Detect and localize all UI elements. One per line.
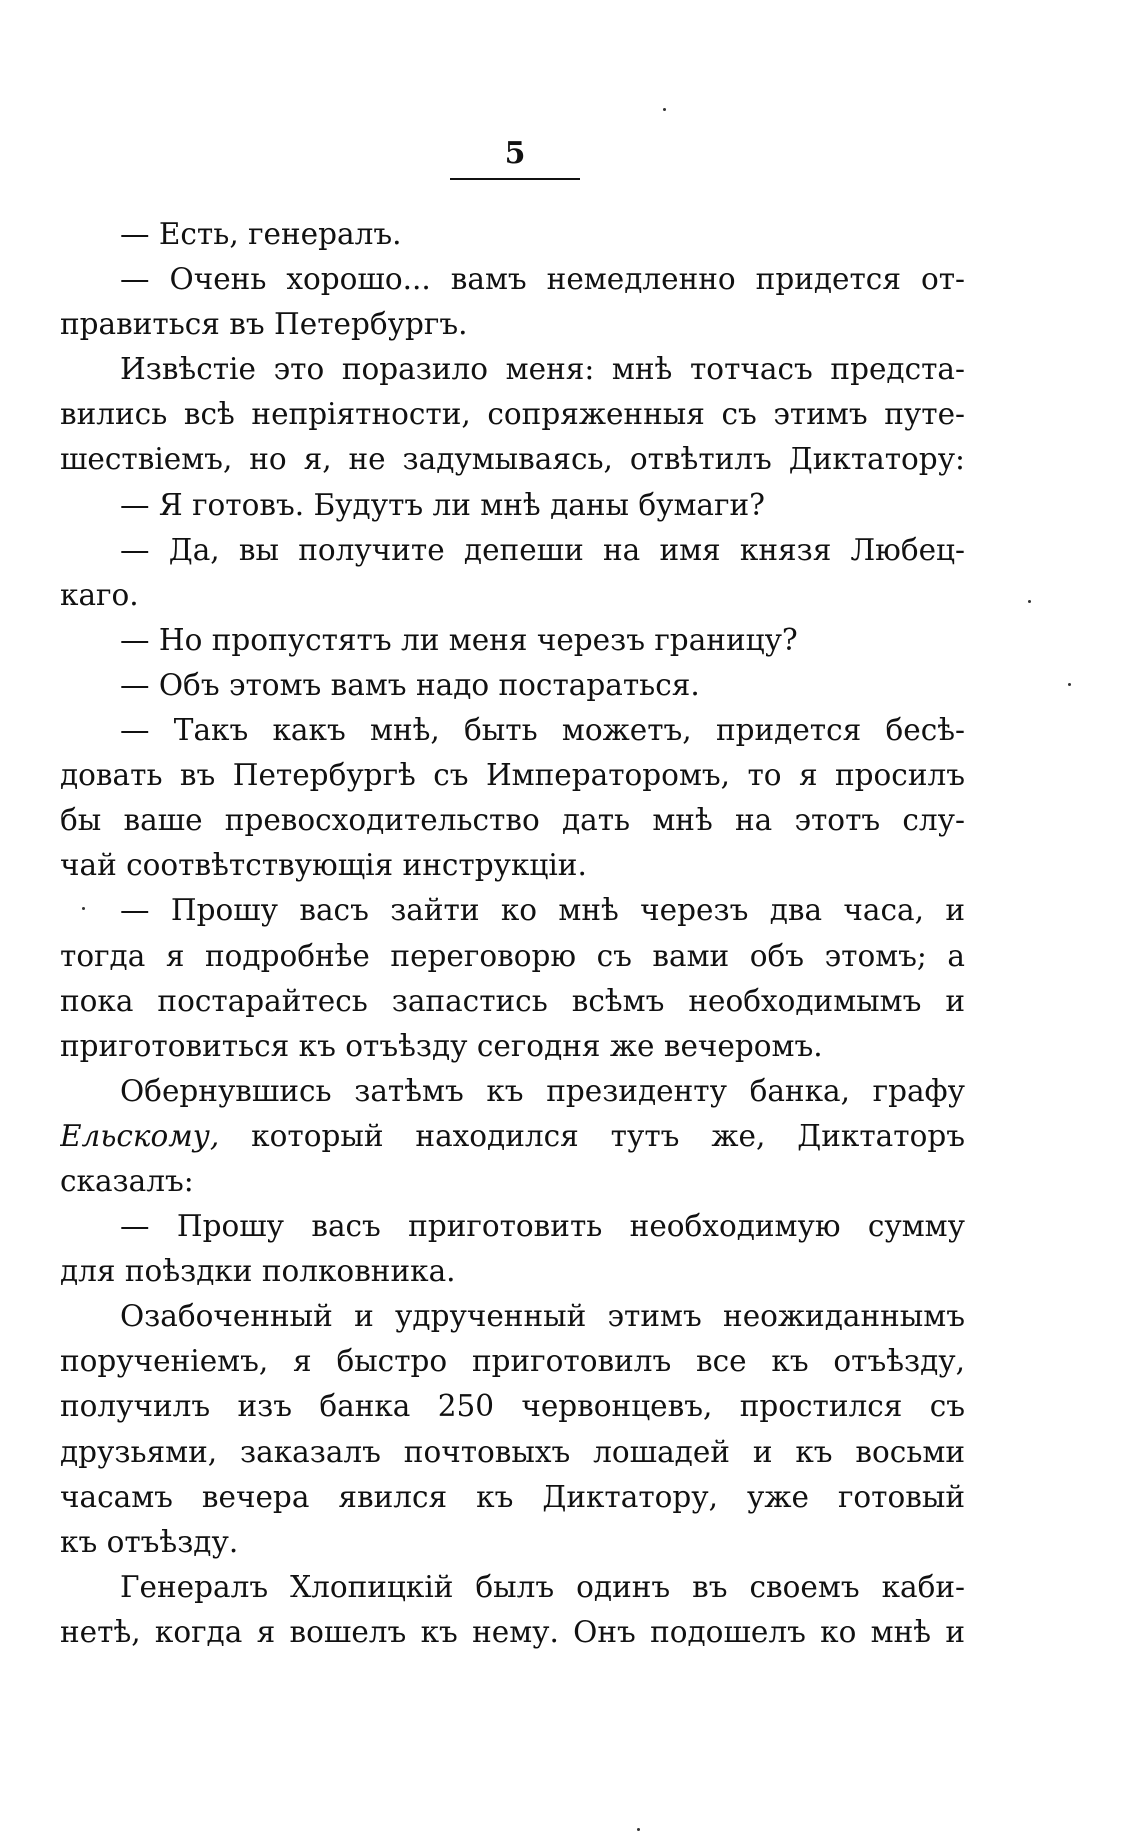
text-line — [60, 888, 965, 933]
line-text: — Такъ какъ мнѣ, быть можетъ, придется бесѣ- — [120, 713, 965, 748]
text-line — [60, 798, 965, 843]
text-line — [60, 528, 965, 573]
line-text: шествіемъ, но я, не задумываясь, отвѣтилъ Диктатору: — [60, 442, 965, 477]
text-line — [60, 257, 965, 302]
text-line — [60, 1565, 965, 1610]
text-line — [60, 483, 965, 528]
line-text: нетѣ, когда я вошелъ къ нему. Онъ подошелъ ко мнѣ и — [60, 1614, 965, 1649]
line-text: Извѣстіе это поразило меня: мнѣ тотчасъ предста- — [120, 352, 965, 387]
scan-speck — [1068, 683, 1071, 686]
line-text: Генералъ Хлопицкій былъ одинъ въ своемъ каби- — [120, 1569, 965, 1604]
page-number: 5 — [504, 136, 526, 171]
line-text: Озабоченный и удрученный этимъ неожиданнымъ — [120, 1299, 965, 1334]
line-text: къ отъѣзду. — [60, 1524, 239, 1559]
text-line — [60, 347, 965, 392]
line-text: часамъ вечера явился къ Диктатору, уже готовый — [60, 1479, 965, 1514]
text-line — [60, 1249, 965, 1294]
line-text: — Прошу васъ приготовить необходимую сумму — [120, 1209, 965, 1244]
text-line — [60, 1475, 965, 1520]
scan-speck — [1028, 600, 1031, 603]
text-line — [60, 1339, 965, 1384]
text-line — [60, 1384, 965, 1429]
text-line — [60, 663, 965, 708]
italic-name: Ельскому, — [60, 1118, 220, 1153]
text-line — [60, 1069, 965, 1114]
text-line — [60, 1430, 965, 1475]
line-text: получилъ изъ банка 250 червонцевъ, простился съ — [60, 1389, 965, 1424]
line-text: — Есть, генералъ. — [120, 217, 402, 251]
text-line — [60, 302, 965, 347]
text-line — [60, 843, 965, 888]
text-line — [60, 979, 965, 1024]
text-line — [60, 1294, 965, 1339]
line-text: — Я готовъ. Будутъ ли мнѣ даны бумаги? — [120, 487, 765, 522]
line-text: — Но пропустятъ ли меня черезъ границу? — [120, 622, 798, 657]
line-text: довать въ Петербургѣ съ Императоромъ, то я просилъ — [60, 758, 965, 793]
line-text: тогда я подробнѣе переговорю съ вами объ этомъ; а — [60, 938, 965, 973]
line-text: — Да, вы получите депеши на имя князя Любец- — [120, 532, 965, 567]
line-text: Обернувшись затѣмъ къ президенту банка, графу — [120, 1073, 965, 1108]
line-text: порученіемъ, я быстро приготовилъ все къ отъѣзду, — [60, 1344, 965, 1379]
text-line — [60, 1159, 965, 1204]
text-line — [60, 212, 965, 257]
line-text: правиться въ Петербургъ. — [60, 307, 468, 342]
line-text: чай соотвѣтствующія инструкціи. — [60, 848, 587, 883]
text-line — [60, 1204, 965, 1249]
line-text: бы ваше превосходительство дать мнѣ на этотъ слу- — [60, 803, 965, 838]
line-text: который находился тутъ же, Диктаторъ — [251, 1118, 965, 1153]
text-line — [60, 618, 965, 663]
line-text: каго. — [60, 577, 139, 612]
page-number-rule — [450, 178, 580, 180]
line-text: пока постарайтесь запастись всѣмъ необходимымъ и — [60, 983, 965, 1018]
text-line — [60, 1114, 965, 1159]
body-text — [60, 212, 965, 1655]
line-text: — Объ этомъ вамъ надо постараться. — [120, 667, 700, 702]
text-line — [60, 708, 965, 753]
text-line — [60, 437, 965, 482]
text-line — [60, 1610, 965, 1655]
line-text: — Прошу васъ зайти ко мнѣ черезъ два часа, и — [120, 893, 965, 928]
line-text: сказалъ: — [60, 1163, 194, 1198]
line-text: для поѣздки полковника. — [60, 1254, 456, 1289]
text-line — [60, 392, 965, 437]
scan-speck — [82, 907, 85, 910]
line-text: друзьями, заказалъ почтовыхъ лошадей и къ восьми — [60, 1434, 965, 1469]
scan-speck — [637, 1828, 640, 1831]
line-text: приготовиться къ отъѣзду сегодня же вечеромъ. — [60, 1028, 823, 1063]
text-line — [60, 753, 965, 798]
text-line — [60, 573, 965, 618]
line-text: — Очень хорошо... вамъ немедленно придется от- — [120, 262, 965, 297]
text-line — [60, 1520, 965, 1565]
line-text: вились всѣ непріятности, сопряженныя съ этимъ путе- — [60, 397, 965, 432]
text-line — [60, 1024, 965, 1069]
scan-speck — [663, 108, 666, 111]
text-line — [60, 934, 965, 979]
